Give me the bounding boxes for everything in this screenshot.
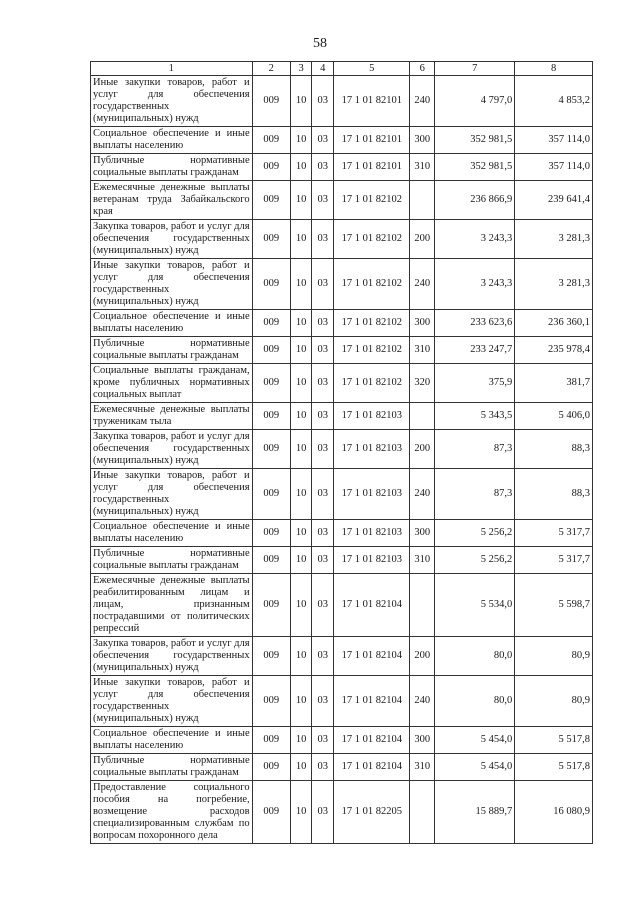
row-name-cell: Ежемесячные денежные выплаты ветеранам труда Забайкальского края	[91, 181, 253, 220]
amount-col8-cell: 3 281,3	[515, 220, 593, 259]
amount-col7-cell: 375,9	[435, 364, 515, 403]
amount-col7-cell: 3 243,3	[435, 220, 515, 259]
expense-type-cell: 310	[410, 154, 435, 181]
amount-col7-cell: 15 889,7	[435, 781, 515, 844]
subsection-cell: 03	[312, 76, 334, 127]
amount-col7-cell: 80,0	[435, 676, 515, 727]
column-header: 3	[290, 62, 311, 76]
amount-col8-cell: 5 598,7	[515, 574, 593, 637]
expense-type-cell: 300	[410, 520, 435, 547]
expense-type-cell	[410, 403, 435, 430]
row-name-cell: Закупка товаров, работ и услуг для обеспечения государственных (муниципальных) нужд	[91, 220, 253, 259]
subsection-cell: 03	[312, 676, 334, 727]
table-row	[91, 337, 593, 364]
section-cell: 10	[290, 76, 311, 127]
subsection-cell: 03	[312, 781, 334, 844]
row-name-cell: Публичные нормативные социальные выплаты гражданам	[91, 337, 253, 364]
expense-type-cell: 300	[410, 310, 435, 337]
row-name-cell: Публичные нормативные социальные выплаты гражданам	[91, 547, 253, 574]
amount-col7-cell: 5 256,2	[435, 520, 515, 547]
section-cell: 10	[290, 637, 311, 676]
section-cell: 10	[290, 337, 311, 364]
expense-type-cell	[410, 574, 435, 637]
amount-col7-cell: 80,0	[435, 637, 515, 676]
admin-code-cell: 009	[252, 310, 290, 337]
subsection-cell: 03	[312, 364, 334, 403]
budget-table	[90, 61, 593, 844]
row-name-cell: Закупка товаров, работ и услуг для обеспечения государственных (муниципальных) нужд	[91, 637, 253, 676]
row-name-cell: Социальные выплаты гражданам, кроме публичных нормативных социальных выплат	[91, 364, 253, 403]
admin-code-cell: 009	[252, 259, 290, 310]
expense-type-cell: 300	[410, 727, 435, 754]
amount-col7-cell: 5 454,0	[435, 754, 515, 781]
admin-code-cell: 009	[252, 154, 290, 181]
target-article-cell: 17 1 01 82102	[334, 181, 410, 220]
amount-col7-cell: 233 247,7	[435, 337, 515, 364]
target-article-cell: 17 1 01 82103	[334, 520, 410, 547]
section-cell: 10	[290, 469, 311, 520]
amount-col7-cell: 5 256,2	[435, 547, 515, 574]
row-name-cell: Ежемесячные денежные выплаты труженикам тыла	[91, 403, 253, 430]
table-row	[91, 181, 593, 220]
section-cell: 10	[290, 574, 311, 637]
amount-col7-cell: 3 243,3	[435, 259, 515, 310]
row-name-cell: Предоставление социального пособия на погребение, возмещение расходов специализированным службам по вопросам похоронного дела	[91, 781, 253, 844]
admin-code-cell: 009	[252, 727, 290, 754]
table-row	[91, 364, 593, 403]
section-cell: 10	[290, 781, 311, 844]
target-article-cell: 17 1 01 82104	[334, 574, 410, 637]
subsection-cell: 03	[312, 403, 334, 430]
section-cell: 10	[290, 547, 311, 574]
subsection-cell: 03	[312, 310, 334, 337]
admin-code-cell: 009	[252, 364, 290, 403]
section-cell: 10	[290, 310, 311, 337]
amount-col8-cell: 236 360,1	[515, 310, 593, 337]
subsection-cell: 03	[312, 574, 334, 637]
target-article-cell: 17 1 01 82102	[334, 364, 410, 403]
target-article-cell: 17 1 01 82102	[334, 337, 410, 364]
table-row	[91, 637, 593, 676]
table-row	[91, 547, 593, 574]
amount-col8-cell: 5 406,0	[515, 403, 593, 430]
section-cell: 10	[290, 259, 311, 310]
section-cell: 10	[290, 676, 311, 727]
amount-col8-cell: 381,7	[515, 364, 593, 403]
target-article-cell: 17 1 01 82103	[334, 403, 410, 430]
subsection-cell: 03	[312, 637, 334, 676]
section-cell: 10	[290, 754, 311, 781]
admin-code-cell: 009	[252, 574, 290, 637]
row-name-cell: Социальное обеспечение и иные выплаты населению	[91, 310, 253, 337]
amount-col8-cell: 5 317,7	[515, 547, 593, 574]
expense-type-cell: 310	[410, 547, 435, 574]
table-row	[91, 403, 593, 430]
admin-code-cell: 009	[252, 520, 290, 547]
amount-col7-cell: 233 623,6	[435, 310, 515, 337]
amount-col8-cell: 357 114,0	[515, 127, 593, 154]
admin-code-cell: 009	[252, 76, 290, 127]
table-row	[91, 754, 593, 781]
amount-col8-cell: 80,9	[515, 676, 593, 727]
section-cell: 10	[290, 181, 311, 220]
row-name-cell: Социальное обеспечение и иные выплаты населению	[91, 520, 253, 547]
expense-type-cell: 200	[410, 220, 435, 259]
row-name-cell: Публичные нормативные социальные выплаты гражданам	[91, 754, 253, 781]
subsection-cell: 03	[312, 547, 334, 574]
target-article-cell: 17 1 01 82104	[334, 676, 410, 727]
section-cell: 10	[290, 364, 311, 403]
table-row	[91, 220, 593, 259]
target-article-cell: 17 1 01 82205	[334, 781, 410, 844]
row-name-cell: Иные закупки товаров, работ и услуг для обеспечения государственных (муниципальных) нужд	[91, 469, 253, 520]
section-cell: 10	[290, 154, 311, 181]
amount-col8-cell: 5 517,8	[515, 754, 593, 781]
amount-col8-cell: 80,9	[515, 637, 593, 676]
subsection-cell: 03	[312, 220, 334, 259]
amount-col7-cell: 4 797,0	[435, 76, 515, 127]
target-article-cell: 17 1 01 82102	[334, 310, 410, 337]
target-article-cell: 17 1 01 82103	[334, 469, 410, 520]
row-name-cell: Закупка товаров, работ и услуг для обеспечения государственных (муниципальных) нужд	[91, 430, 253, 469]
table-row	[91, 469, 593, 520]
row-name-cell: Иные закупки товаров, работ и услуг для обеспечения государственных (муниципальных) нужд	[91, 676, 253, 727]
target-article-cell: 17 1 01 82102	[334, 220, 410, 259]
expense-type-cell: 310	[410, 754, 435, 781]
expense-type-cell: 200	[410, 430, 435, 469]
target-article-cell: 17 1 01 82104	[334, 637, 410, 676]
column-header: 6	[410, 62, 435, 76]
amount-col8-cell: 5 517,8	[515, 727, 593, 754]
admin-code-cell: 009	[252, 220, 290, 259]
admin-code-cell: 009	[252, 127, 290, 154]
target-article-cell: 17 1 01 82101	[334, 127, 410, 154]
section-cell: 10	[290, 403, 311, 430]
amount-col8-cell: 357 114,0	[515, 154, 593, 181]
expense-type-cell: 240	[410, 469, 435, 520]
amount-col8-cell: 5 317,7	[515, 520, 593, 547]
table-row	[91, 781, 593, 844]
column-header: 2	[252, 62, 290, 76]
subsection-cell: 03	[312, 727, 334, 754]
amount-col7-cell: 352 981,5	[435, 154, 515, 181]
section-cell: 10	[290, 127, 311, 154]
page-number: 58	[313, 36, 327, 51]
amount-col7-cell: 5 343,5	[435, 403, 515, 430]
table-row	[91, 430, 593, 469]
target-article-cell: 17 1 01 82101	[334, 76, 410, 127]
expense-type-cell: 240	[410, 259, 435, 310]
table-row	[91, 520, 593, 547]
target-article-cell: 17 1 01 82104	[334, 727, 410, 754]
subsection-cell: 03	[312, 469, 334, 520]
column-header: 5	[334, 62, 410, 76]
expense-type-cell: 320	[410, 364, 435, 403]
subsection-cell: 03	[312, 181, 334, 220]
section-cell: 10	[290, 430, 311, 469]
amount-col8-cell: 88,3	[515, 430, 593, 469]
row-name-cell: Иные закупки товаров, работ и услуг для обеспечения государственных (муниципальных) нужд	[91, 76, 253, 127]
expense-type-cell: 200	[410, 637, 435, 676]
subsection-cell: 03	[312, 754, 334, 781]
row-name-cell: Публичные нормативные социальные выплаты гражданам	[91, 154, 253, 181]
row-name-cell: Социальное обеспечение и иные выплаты населению	[91, 127, 253, 154]
amount-col8-cell: 88,3	[515, 469, 593, 520]
target-article-cell: 17 1 01 82102	[334, 259, 410, 310]
expense-type-cell	[410, 781, 435, 844]
admin-code-cell: 009	[252, 430, 290, 469]
amount-col8-cell: 16 080,9	[515, 781, 593, 844]
amount-col7-cell: 236 866,9	[435, 181, 515, 220]
subsection-cell: 03	[312, 337, 334, 364]
target-article-cell: 17 1 01 82104	[334, 754, 410, 781]
admin-code-cell: 009	[252, 754, 290, 781]
target-article-cell: 17 1 01 82103	[334, 430, 410, 469]
admin-code-cell: 009	[252, 181, 290, 220]
admin-code-cell: 009	[252, 781, 290, 844]
table-row	[91, 676, 593, 727]
table-row	[91, 127, 593, 154]
table-row	[91, 259, 593, 310]
target-article-cell: 17 1 01 82101	[334, 154, 410, 181]
header-row	[91, 62, 593, 76]
expense-type-cell: 240	[410, 76, 435, 127]
column-header: 1	[91, 62, 253, 76]
amount-col7-cell: 352 981,5	[435, 127, 515, 154]
amount-col7-cell: 5 534,0	[435, 574, 515, 637]
admin-code-cell: 009	[252, 637, 290, 676]
admin-code-cell: 009	[252, 337, 290, 364]
amount-col7-cell: 87,3	[435, 430, 515, 469]
admin-code-cell: 009	[252, 676, 290, 727]
row-name-cell: Иные закупки товаров, работ и услуг для обеспечения государственных (муниципальных) нужд	[91, 259, 253, 310]
table-row	[91, 574, 593, 637]
table-row	[91, 727, 593, 754]
section-cell: 10	[290, 220, 311, 259]
target-article-cell: 17 1 01 82103	[334, 547, 410, 574]
column-header: 7	[435, 62, 515, 76]
table-row	[91, 310, 593, 337]
expense-type-cell: 240	[410, 676, 435, 727]
section-cell: 10	[290, 520, 311, 547]
expense-type-cell	[410, 181, 435, 220]
column-header: 8	[515, 62, 593, 76]
admin-code-cell: 009	[252, 469, 290, 520]
admin-code-cell: 009	[252, 403, 290, 430]
subsection-cell: 03	[312, 430, 334, 469]
amount-col8-cell: 239 641,4	[515, 181, 593, 220]
amount-col8-cell: 235 978,4	[515, 337, 593, 364]
table-row	[91, 76, 593, 127]
admin-code-cell: 009	[252, 547, 290, 574]
column-header: 4	[312, 62, 334, 76]
subsection-cell: 03	[312, 520, 334, 547]
subsection-cell: 03	[312, 259, 334, 310]
amount-col7-cell: 5 454,0	[435, 727, 515, 754]
expense-type-cell: 310	[410, 337, 435, 364]
table-row	[91, 154, 593, 181]
expense-type-cell: 300	[410, 127, 435, 154]
amount-col8-cell: 4 853,2	[515, 76, 593, 127]
subsection-cell: 03	[312, 154, 334, 181]
amount-col7-cell: 87,3	[435, 469, 515, 520]
row-name-cell: Социальное обеспечение и иные выплаты населению	[91, 727, 253, 754]
subsection-cell: 03	[312, 127, 334, 154]
amount-col8-cell: 3 281,3	[515, 259, 593, 310]
row-name-cell: Ежемесячные денежные выплаты реабилитированным лицам и лицам, признанным пострадавшими от политических репрессий	[91, 574, 253, 637]
section-cell: 10	[290, 727, 311, 754]
